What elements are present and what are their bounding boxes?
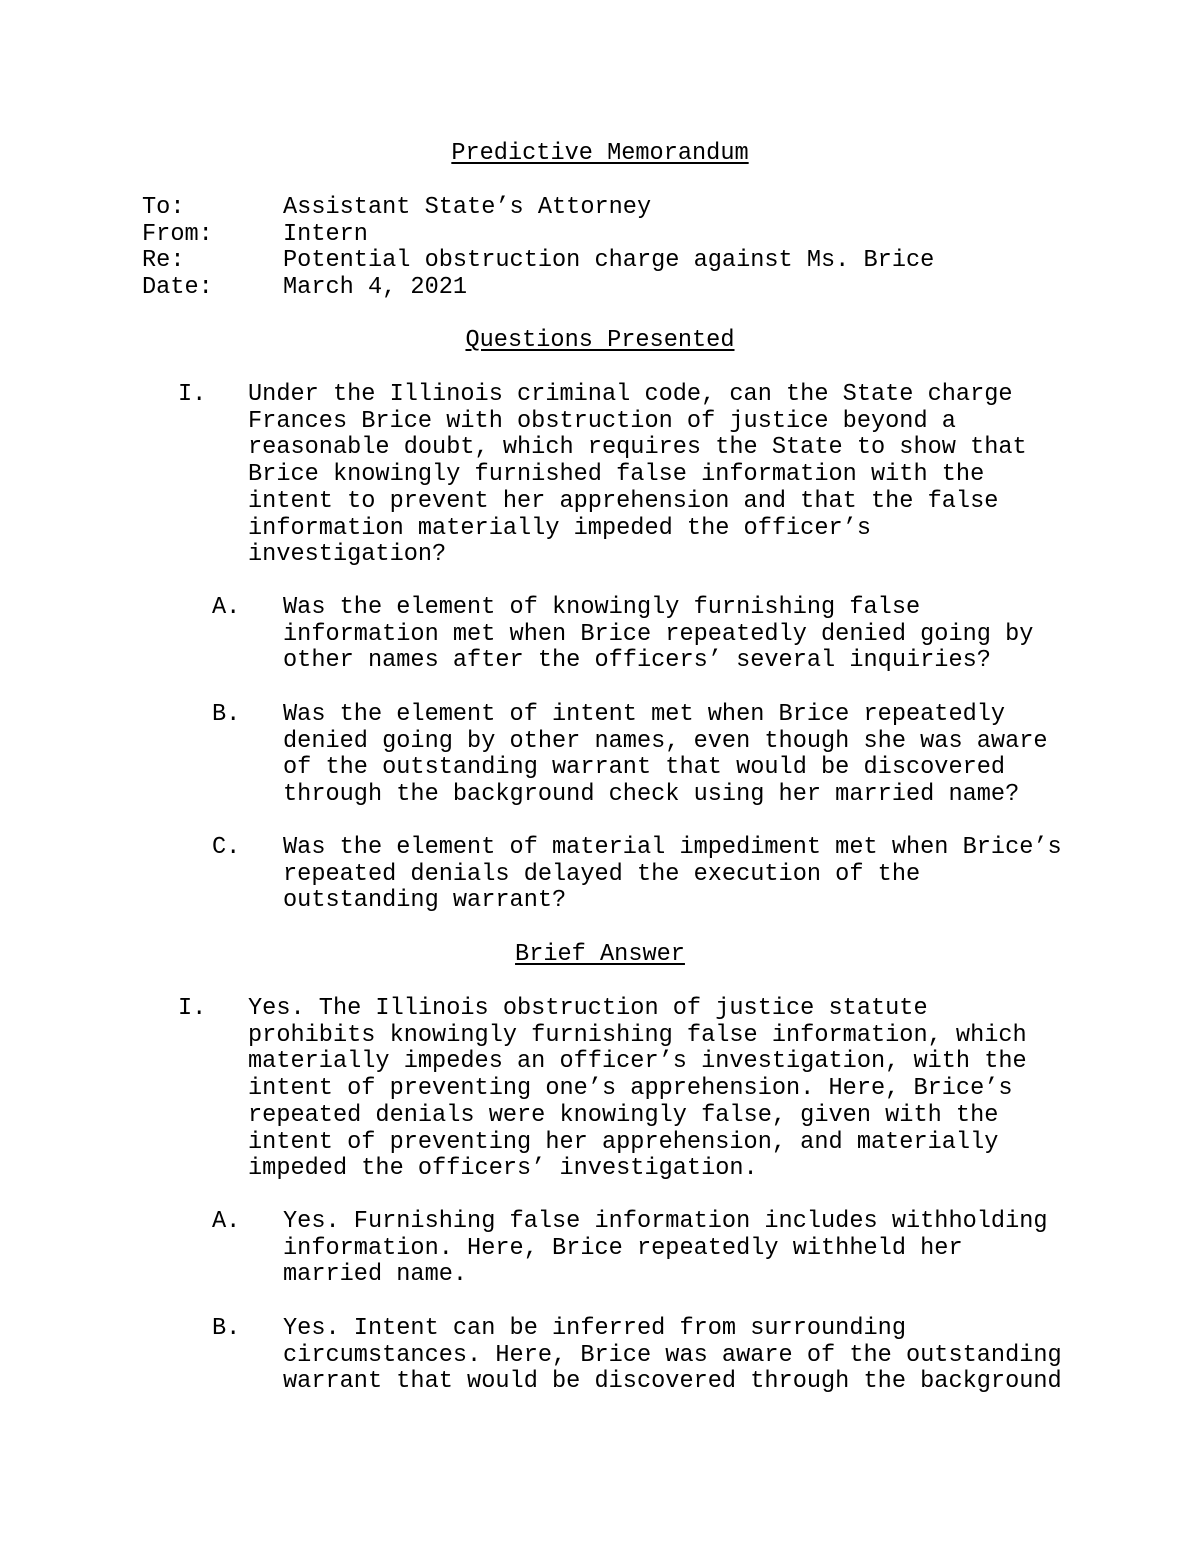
answer-b-text — [283, 1316, 1062, 1396]
from-value: Intern — [283, 221, 368, 248]
text-line: Was the element of material impediment met when Brice’s — [283, 834, 1062, 861]
text-line: warrant that would be discovered through the background — [283, 1368, 1062, 1396]
date-label: Date: — [142, 274, 213, 301]
text-line: outstanding warrant? — [283, 887, 567, 915]
question-a-text — [283, 595, 1033, 675]
question-main-text — [248, 382, 1027, 569]
text-line: impeded the officers’ investigation. — [248, 1155, 758, 1183]
answer-main-text — [248, 996, 1027, 1183]
text-line: Frances Brice with obstruction of justice beyond a — [248, 407, 956, 435]
text-line: of the outstanding warrant that would be discovered — [283, 754, 1006, 782]
answer-a-text — [283, 1209, 1048, 1289]
to-value: Assistant State’s Attorney — [283, 194, 652, 221]
text-line: information met when Brice repeatedly denied going by — [283, 620, 1034, 648]
text-line: repeated denials were knowingly false, given with the — [248, 1101, 999, 1129]
text-line: intent to prevent her apprehension and that the false — [248, 487, 999, 515]
question-c-text — [283, 835, 1062, 915]
question-letter-c: C. — [212, 834, 241, 861]
text-line: married name. — [283, 1261, 468, 1289]
answer-letter-b: B. — [212, 1315, 241, 1342]
text-line: Yes. Furnishing false information includes withholding — [283, 1208, 1048, 1235]
text-line: information. Here, Brice repeatedly withheld her — [283, 1234, 963, 1262]
answer-number: I. — [178, 995, 207, 1022]
memo-title: Predictive Memorandum — [451, 140, 749, 167]
text-line: intent of preventing her apprehension, and materially — [248, 1128, 999, 1156]
text-line: denied going by other names, even though she was aware — [283, 727, 1048, 755]
question-letter-b: B. — [212, 701, 241, 728]
text-line: circumstances. Here, Brice was aware of the outstanding — [283, 1341, 1062, 1369]
text-line: Yes. Intent can be inferred from surrounding — [283, 1315, 906, 1342]
questions-heading: Questions Presented — [465, 327, 735, 354]
text-line: intent of preventing one’s apprehension. Here, Brice’s — [248, 1075, 1013, 1103]
text-line: investigation? — [248, 541, 447, 569]
text-line: Brice knowingly furnished false information with the — [248, 461, 985, 489]
text-line: Yes. The Illinois obstruction of justice statute — [248, 995, 928, 1022]
text-line: Was the element of intent met when Brice repeatedly — [283, 701, 1006, 728]
question-b-text — [283, 702, 1048, 809]
brief-answer-heading: Brief Answer — [515, 941, 685, 968]
re-value: Potential obstruction charge against Ms. Brice — [283, 247, 935, 274]
text-line: materially impedes an officer’s investigation, with the — [248, 1048, 1027, 1076]
text-line: prohibits knowingly furnishing false information, which — [248, 1021, 1027, 1049]
text-line: other names after the officers’ several inquiries? — [283, 647, 991, 675]
re-label: Re: — [142, 247, 185, 274]
answer-letter-a: A. — [212, 1208, 241, 1235]
question-letter-a: A. — [212, 594, 241, 621]
text-line: repeated denials delayed the execution of the — [283, 860, 921, 888]
question-number: I. — [178, 381, 207, 408]
date-value: March 4, 2021 — [283, 274, 468, 301]
text-line: information materially impeded the officer’s — [248, 514, 871, 542]
from-label: From: — [142, 221, 213, 248]
text-line: Under the Illinois criminal code, can the State charge — [248, 381, 1013, 408]
text-line: reasonable doubt, which requires the State to show that — [248, 434, 1027, 462]
text-line: through the background check using her married name? — [283, 781, 1020, 809]
to-label: To: — [142, 194, 185, 221]
text-line: Was the element of knowingly furnishing false — [283, 594, 921, 621]
